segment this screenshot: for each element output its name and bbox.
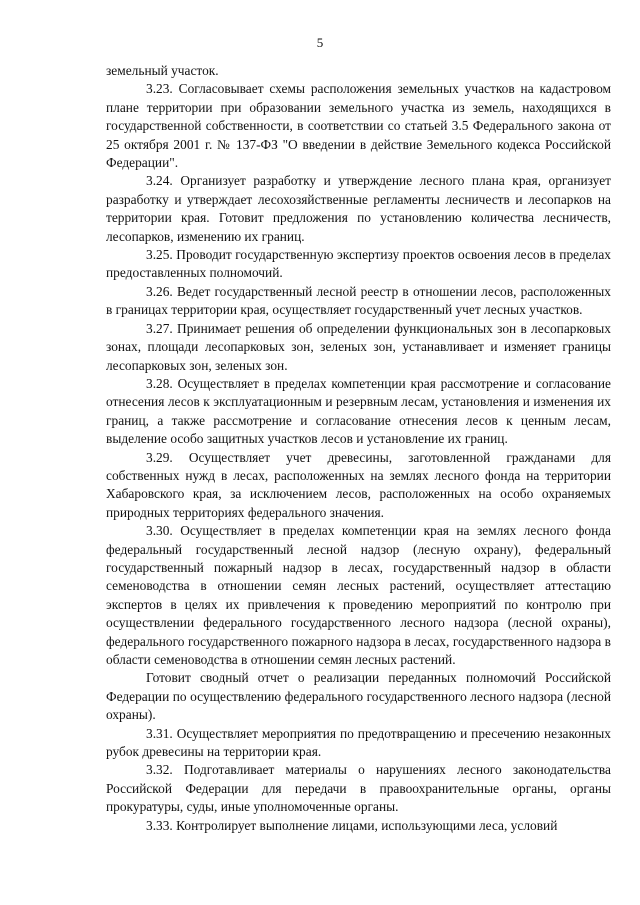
page-number: 5 <box>316 35 324 50</box>
paragraph-3-30-report: Готовит сводный отчет о реализации переданных полномочий Российской Федерации по осуществлению федерального государственного лесного надзора (лесной охраны). <box>106 670 611 723</box>
paragraph-3-23: 3.23. Согласовывает схемы расположения земельных участков на кадастровом плане территории при образовании земельного участка из земель, находящихся в государственной собственности, в соответствии со статьей 3.5 Федерального закона от 25 октября 2001 г. № 137-ФЗ "О введении в действие Земельного кодекса Российской Федерации". <box>106 81 611 171</box>
paragraph-3-28: 3.28. Осуществляет в пределах компетенции края рассмотрение и согласование отнесения лесов к эксплуатационным и резервным лесам, установления и изменения их границ, а также рассмотрение и согласование отнесения лесов к ценным лесам, выделение особо защитных участков лесов и установление их границ. <box>106 375 611 447</box>
paragraph-3-25: 3.25. Проводит государственную экспертизу проектов освоения лесов в пределах предоставленных полномочий. <box>106 247 611 281</box>
paragraph-3-32: 3.32. Подготавливает материалы о нарушениях лесного законодательства Российской Федерации для передачи в правоохранительные органы, органы прокуратуры, суды, иные уполномоченные органы. <box>106 762 611 815</box>
document-body <box>106 62 611 835</box>
paragraph-3-29: 3.29. Осуществляет учет древесины, заготовленной гражданами для собственных нужд в лесах, расположенных на землях лесного фонда на территории Хабаровского края, за исключением лесов, расположенных на особо охраняемых природных территориях федерального значения. <box>106 449 611 520</box>
paragraph-continuation: земельный участок. <box>106 63 219 78</box>
paragraph-3-30: 3.30. Осуществляет в пределах компетенции края на землях лесного фонда федеральный государственный лесной надзор (лесную охрану), федеральный государственный пожарный надзор в лесах, государственный надзор в области семеноводства в отношении семян лесных растений, осуществляет аттестацию экспертов в целях их привлечения к проведению мероприятий по контролю при осуществлении федерального государственного лесного надзора (лесной охраны), федерального государственного пожарного надзора в лесах, государственного надзора в области семеноводства в отношении семян лесных растений. <box>106 523 611 667</box>
paragraph-3-33: 3.33. Контролирует выполнение лицами, использующими леса, условий <box>146 817 558 833</box>
paragraph-3-24: 3.24. Организует разработку и утверждение лесного плана края, организует разработку и утверждает лесохозяйственные регламенты лесничеств и лесопарков на территории края. Готовит предложения по установлению количества лесничеств, лесопарков, изменению их границ. <box>106 173 611 244</box>
paragraph-3-26: 3.26. Ведет государственный лесной реестр в отношении лесов, расположенных в границах территории края, осуществляет государственный учет лесных участков. <box>106 283 611 318</box>
paragraph-3-31: 3.31. Осуществляет мероприятия по предотвращению и пресечению незаконных рубок древесины на территории края. <box>106 725 611 760</box>
paragraph-3-27: 3.27. Принимает решения об определении функциональных зон в лесопарковых зонах, площади лесопарковых зон, зеленых зон, устанавливает и изменяет границы лесопарковых зон, зеленых зон. <box>106 320 611 373</box>
